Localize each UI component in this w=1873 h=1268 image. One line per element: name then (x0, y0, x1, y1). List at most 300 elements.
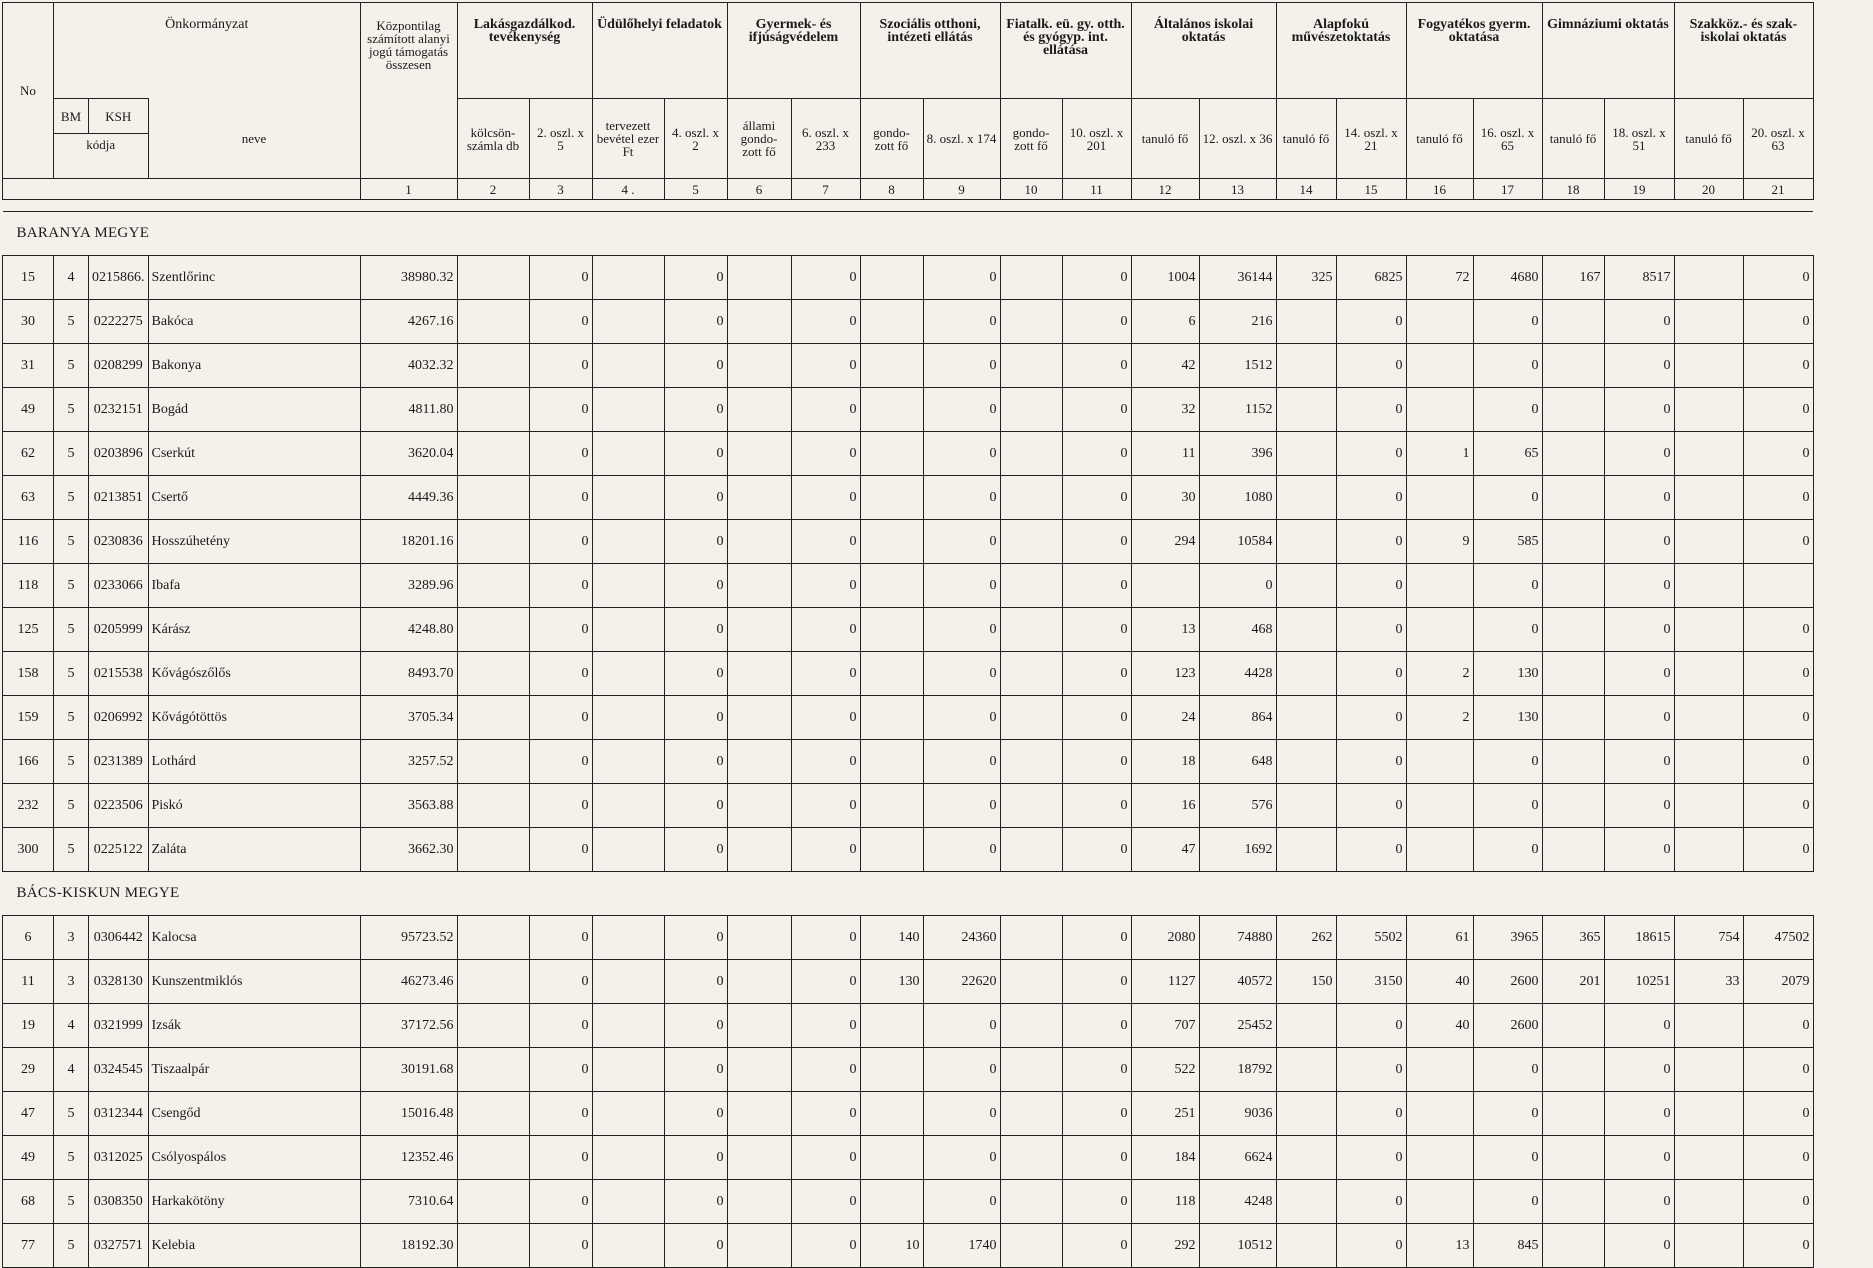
cell-value: 201 (1542, 960, 1604, 1004)
cell-value: 0 (664, 432, 727, 476)
cell-bm: 4 (54, 1048, 89, 1092)
cell-value: 0 (923, 520, 1000, 564)
cell-name: Bakonya (148, 344, 360, 388)
cell-no: 49 (3, 1136, 54, 1180)
cell-value (1542, 608, 1604, 652)
header-sub1: gondo- zott fő (860, 99, 923, 179)
cell-value (860, 476, 923, 520)
cell-name: Csengőd (148, 1092, 360, 1136)
cell-value (1000, 300, 1062, 344)
cell-value (457, 608, 529, 652)
cell-value: 0 (1604, 520, 1674, 564)
cell-ksh: 0232151 (89, 388, 149, 432)
cell-value (1674, 696, 1743, 740)
cell-value (592, 608, 664, 652)
cell-total: 3705.34 (360, 696, 457, 740)
cell-value: 0 (1743, 432, 1813, 476)
cell-value: 0 (664, 1180, 727, 1224)
cell-no: 6 (3, 916, 54, 960)
cell-value (727, 344, 791, 388)
cell-no: 158 (3, 652, 54, 696)
table-row (3, 828, 1814, 872)
header-sub2: 8. oszl. x 174 (923, 99, 1000, 179)
cell-value (592, 960, 664, 1004)
cell-no: 125 (3, 608, 54, 652)
cell-value: 0 (791, 1180, 860, 1224)
cell-value: 22620 (923, 960, 1000, 1004)
cell-value (592, 652, 664, 696)
cell-value: 3965 (1473, 916, 1542, 960)
cell-value: 0 (1743, 1092, 1813, 1136)
cell-value: 24 (1131, 696, 1199, 740)
cell-value: 0 (1604, 828, 1674, 872)
cell-value (1542, 1004, 1604, 1048)
cell-value: 4248 (1199, 1180, 1276, 1224)
cell-value: 1152 (1199, 388, 1276, 432)
header-group-title: Fiatalk. eü. gy. otth. és gyógyp. int. ellátása (1000, 3, 1131, 99)
cell-value: 72 (1406, 256, 1473, 300)
cell-value: 140 (860, 916, 923, 960)
cell-value: 0 (1336, 696, 1406, 740)
cell-no: 77 (3, 1224, 54, 1268)
cell-value: 0 (791, 916, 860, 960)
cell-name: Kunszentmiklós (148, 960, 360, 1004)
cell-value: 0 (1743, 1048, 1813, 1092)
cell-value: 576 (1199, 784, 1276, 828)
cell-value: 0 (1062, 1004, 1131, 1048)
cell-value (1276, 784, 1336, 828)
cell-value (1542, 1136, 1604, 1180)
cell-value (1674, 1048, 1743, 1092)
section-separator (3, 200, 1814, 212)
cell-value: 0 (1473, 1136, 1542, 1180)
cell-value: 0 (1604, 784, 1674, 828)
table-row (3, 432, 1814, 476)
cell-value (1542, 784, 1604, 828)
cell-value (727, 1092, 791, 1136)
cell-value: 0 (791, 652, 860, 696)
cell-value (1276, 828, 1336, 872)
cell-value: 0 (791, 476, 860, 520)
cell-value: 0 (923, 1092, 1000, 1136)
cell-value: 0 (1336, 828, 1406, 872)
cell-value: 0 (1062, 916, 1131, 960)
cell-value (1276, 1092, 1336, 1136)
cell-value: 0 (1336, 300, 1406, 344)
cell-value: 1004 (1131, 256, 1199, 300)
cell-ksh: 0324545 (89, 1048, 149, 1092)
cell-value (1406, 828, 1473, 872)
cell-value: 18792 (1199, 1048, 1276, 1092)
cell-total: 3620.04 (360, 432, 457, 476)
cell-value: 0 (1336, 652, 1406, 696)
header-kodja: kódja (54, 134, 149, 179)
column-number: 9 (923, 179, 1000, 200)
header-group-title: Szakköz.- és szak- iskolai oktatás (1674, 3, 1813, 99)
cell-value: 0 (1062, 432, 1131, 476)
cell-name: Kalocsa (148, 916, 360, 960)
cell-value: 0 (1336, 1180, 1406, 1224)
cell-no: 11 (3, 960, 54, 1004)
cell-value (457, 696, 529, 740)
column-number: 19 (1604, 179, 1674, 200)
column-number: 13 (1199, 179, 1276, 200)
cell-value (1674, 520, 1743, 564)
cell-value (1276, 432, 1336, 476)
cell-value (1406, 608, 1473, 652)
table-row (3, 740, 1814, 784)
cell-value: 0 (1473, 784, 1542, 828)
cell-value: 18 (1131, 740, 1199, 784)
cell-value: 13 (1406, 1224, 1473, 1268)
cell-value: 396 (1199, 432, 1276, 476)
cell-value: 0 (1743, 1004, 1813, 1048)
county-name: BÁCS-KISKUN MEGYE (3, 872, 1814, 916)
cell-value (727, 828, 791, 872)
cell-ksh: 0213851 (89, 476, 149, 520)
cell-value: 0 (1062, 520, 1131, 564)
cell-bm: 5 (54, 608, 89, 652)
column-number: 10 (1000, 179, 1062, 200)
cell-value (860, 608, 923, 652)
cell-value: 0 (1336, 432, 1406, 476)
cell-value (457, 784, 529, 828)
cell-value (1000, 784, 1062, 828)
header-sub1: tanuló fő (1406, 99, 1473, 179)
cell-value (592, 740, 664, 784)
cell-name: Kelebia (148, 1224, 360, 1268)
cell-value: 16 (1131, 784, 1199, 828)
cell-value (1542, 476, 1604, 520)
cell-value: 0 (1473, 1180, 1542, 1224)
cell-value (1542, 696, 1604, 740)
cell-value: 0 (664, 740, 727, 784)
cell-value (1406, 476, 1473, 520)
header-bm: BM (54, 99, 89, 134)
cell-value: 118 (1131, 1180, 1199, 1224)
cell-value: 0 (664, 388, 727, 432)
cell-value: 0 (923, 828, 1000, 872)
cell-value: 0 (1604, 696, 1674, 740)
cell-value (592, 916, 664, 960)
cell-ksh: 0233066 (89, 564, 149, 608)
cell-value (1542, 388, 1604, 432)
cell-ksh: 0208299 (89, 344, 149, 388)
cell-value: 0 (664, 520, 727, 564)
cell-value (1743, 564, 1813, 608)
cell-bm: 5 (54, 696, 89, 740)
table-row (3, 388, 1814, 432)
cell-value (457, 1136, 529, 1180)
cell-value (1542, 564, 1604, 608)
header-sub1: tervezett bevétel ezer Ft (592, 99, 664, 179)
cell-value: 0 (791, 960, 860, 1004)
cell-value: 47502 (1743, 916, 1813, 960)
cell-value (592, 564, 664, 608)
cell-value: 845 (1473, 1224, 1542, 1268)
cell-value: 4680 (1473, 256, 1542, 300)
cell-no: 47 (3, 1092, 54, 1136)
cell-value: 0 (664, 300, 727, 344)
cell-no: 300 (3, 828, 54, 872)
header-group-title: Lakásgazdálkod. tevékenység (457, 3, 592, 99)
cell-ksh: 0225122 (89, 828, 149, 872)
cell-ksh: 0312025 (89, 1136, 149, 1180)
cell-value (727, 1136, 791, 1180)
column-number: 5 (664, 179, 727, 200)
cell-total: 12352.46 (360, 1136, 457, 1180)
cell-bm: 5 (54, 1092, 89, 1136)
header-group-title: Szociális otthoni, intézeti ellátás (860, 3, 1000, 99)
cell-value: 1127 (1131, 960, 1199, 1004)
cell-total: 18201.16 (360, 520, 457, 564)
cell-value (860, 564, 923, 608)
cell-value: 0 (529, 476, 592, 520)
cell-value: 0 (923, 300, 1000, 344)
cell-value (457, 476, 529, 520)
cell-value (1542, 828, 1604, 872)
cell-value: 42 (1131, 344, 1199, 388)
cell-value (1674, 608, 1743, 652)
cell-ksh: 0327571 (89, 1224, 149, 1268)
cell-value (1276, 1136, 1336, 1180)
cell-bm: 5 (54, 1180, 89, 1224)
cell-value: 0 (1743, 388, 1813, 432)
cell-value: 9 (1406, 520, 1473, 564)
cell-total: 3563.88 (360, 784, 457, 828)
header-sub2: 14. oszl. x 21 (1336, 99, 1406, 179)
cell-value: 0 (1336, 784, 1406, 828)
cell-value: 0 (529, 740, 592, 784)
cell-value: 0 (1473, 828, 1542, 872)
cell-bm: 4 (54, 1004, 89, 1048)
column-number: 16 (1406, 179, 1473, 200)
cell-value: 0 (1473, 300, 1542, 344)
cell-value (457, 916, 529, 960)
cell-value (860, 1136, 923, 1180)
cell-value (1000, 652, 1062, 696)
cell-value: 2 (1406, 696, 1473, 740)
cell-value: 0 (791, 1048, 860, 1092)
cell-value: 18615 (1604, 916, 1674, 960)
cell-value (1000, 608, 1062, 652)
table-row (3, 1180, 1814, 1224)
cell-value (1000, 256, 1062, 300)
cell-value: 0 (1743, 696, 1813, 740)
table-row (3, 652, 1814, 696)
cell-ksh: 0205999 (89, 608, 149, 652)
cell-value (457, 388, 529, 432)
cell-value: 184 (1131, 1136, 1199, 1180)
cell-value: 2600 (1473, 1004, 1542, 1048)
cell-bm: 5 (54, 300, 89, 344)
cell-no: 166 (3, 740, 54, 784)
cell-value: 468 (1199, 608, 1276, 652)
cell-total: 37172.56 (360, 1004, 457, 1048)
county-name: BARANYA MEGYE (3, 212, 1814, 256)
cell-value: 0 (791, 300, 860, 344)
cell-value: 5502 (1336, 916, 1406, 960)
cell-value: 10584 (1199, 520, 1276, 564)
header-group-title: Alapfokú művészetoktatás (1276, 3, 1406, 99)
cell-ksh: 0203896 (89, 432, 149, 476)
cell-name: Kárász (148, 608, 360, 652)
cell-bm: 5 (54, 476, 89, 520)
cell-ksh: 0230836 (89, 520, 149, 564)
cell-value (1674, 1092, 1743, 1136)
cell-value: 251 (1131, 1092, 1199, 1136)
column-number: 4 . (592, 179, 664, 200)
cell-value: 292 (1131, 1224, 1199, 1268)
cell-value: 0 (1743, 344, 1813, 388)
cell-value: 0 (923, 564, 1000, 608)
cell-ksh: 0206992 (89, 696, 149, 740)
cell-value: 0 (529, 916, 592, 960)
cell-value: 0 (1473, 564, 1542, 608)
cell-value: 0 (664, 344, 727, 388)
cell-value (860, 740, 923, 784)
cell-value (1674, 300, 1743, 344)
cell-value (1542, 1224, 1604, 1268)
cell-value: 0 (923, 256, 1000, 300)
cell-value: 0 (1604, 608, 1674, 652)
cell-name: Bogád (148, 388, 360, 432)
cell-value: 0 (664, 1048, 727, 1092)
cell-value: 0 (1604, 564, 1674, 608)
cell-name: Kővágótöttös (148, 696, 360, 740)
cell-value (1000, 1136, 1062, 1180)
cell-value: 0 (1604, 344, 1674, 388)
cell-value (457, 344, 529, 388)
column-number: 15 (1336, 179, 1406, 200)
cell-value: 0 (1336, 740, 1406, 784)
header-sub2: 10. oszl. x 201 (1062, 99, 1131, 179)
cell-value: 0 (923, 476, 1000, 520)
cell-no: 63 (3, 476, 54, 520)
cell-value: 0 (529, 300, 592, 344)
cell-bm: 5 (54, 784, 89, 828)
table-row (3, 476, 1814, 520)
cell-value (1000, 740, 1062, 784)
cell-total: 4811.80 (360, 388, 457, 432)
cell-value: 0 (664, 652, 727, 696)
cell-value: 0 (1604, 1180, 1674, 1224)
cell-no: 159 (3, 696, 54, 740)
cell-value: 123 (1131, 652, 1199, 696)
cell-total: 4248.80 (360, 608, 457, 652)
cell-value: 0 (791, 1136, 860, 1180)
cell-name: Piskó (148, 784, 360, 828)
cell-value: 585 (1473, 520, 1542, 564)
cell-total: 38980.32 (360, 256, 457, 300)
cell-value: 0 (1062, 1048, 1131, 1092)
column-number: 14 (1276, 179, 1336, 200)
cell-total: 46273.46 (360, 960, 457, 1004)
cell-value: 130 (860, 960, 923, 1004)
cell-value: 0 (529, 1136, 592, 1180)
cell-value: 0 (1604, 1224, 1674, 1268)
header-group-title: Üdülőhelyi feladatok (592, 3, 727, 99)
table-row (3, 300, 1814, 344)
header-group-title: Gyermek- és ifjúságvédelem (727, 3, 860, 99)
cell-value (1406, 1136, 1473, 1180)
cell-value: 0 (1604, 300, 1674, 344)
cell-value (1276, 388, 1336, 432)
table-row (3, 1092, 1814, 1136)
cell-value: 0 (1743, 740, 1813, 784)
cell-value (1000, 520, 1062, 564)
header-sub2: 6. oszl. x 233 (791, 99, 860, 179)
cell-value (1000, 388, 1062, 432)
cell-value: 0 (1062, 1180, 1131, 1224)
cell-value (1674, 344, 1743, 388)
header-sub2: 4. oszl. x 2 (664, 99, 727, 179)
cell-value (592, 256, 664, 300)
cell-value: 0 (923, 432, 1000, 476)
cell-no: 49 (3, 388, 54, 432)
cell-value (1406, 564, 1473, 608)
cell-value (1276, 740, 1336, 784)
cell-value (457, 652, 529, 696)
cell-value: 0 (1336, 520, 1406, 564)
cell-value (860, 1048, 923, 1092)
cell-value (727, 388, 791, 432)
cell-value (1000, 960, 1062, 1004)
cell-ksh: 0321999 (89, 1004, 149, 1048)
cell-value (1276, 696, 1336, 740)
cell-value (457, 1224, 529, 1268)
cell-value: 0 (1336, 1224, 1406, 1268)
column-number: 20 (1674, 179, 1743, 200)
cell-value: 1080 (1199, 476, 1276, 520)
cell-value (860, 828, 923, 872)
cell-value: 0 (529, 784, 592, 828)
cell-value (727, 256, 791, 300)
cell-value (457, 520, 529, 564)
cell-value: 0 (1473, 1048, 1542, 1092)
cell-value (1406, 300, 1473, 344)
cell-value: 0 (529, 608, 592, 652)
cell-name: Tiszaalpár (148, 1048, 360, 1092)
table-row (3, 608, 1814, 652)
cell-no: 116 (3, 520, 54, 564)
cell-value: 2079 (1743, 960, 1813, 1004)
cell-ksh: 0215538 (89, 652, 149, 696)
header-sub2: 12. oszl. x 36 (1199, 99, 1276, 179)
cell-value: 0 (1473, 476, 1542, 520)
cell-value: 2080 (1131, 916, 1199, 960)
cell-value: 40 (1406, 960, 1473, 1004)
cell-value (592, 300, 664, 344)
cell-value (1406, 784, 1473, 828)
cell-total: 15016.48 (360, 1092, 457, 1136)
cell-total: 95723.52 (360, 916, 457, 960)
cell-value: 0 (1743, 784, 1813, 828)
cell-value (1674, 784, 1743, 828)
cell-value: 0 (1336, 344, 1406, 388)
cell-name: Ibafa (148, 564, 360, 608)
cell-value: 0 (791, 432, 860, 476)
table-row (3, 1048, 1814, 1092)
county-heading-row (3, 872, 1814, 916)
cell-value: 6 (1131, 300, 1199, 344)
header-group-title: Fogyatékos gyerm. oktatása (1406, 3, 1542, 99)
header-sub1: tanuló fő (1542, 99, 1604, 179)
cell-bm: 5 (54, 740, 89, 784)
cell-name: Zaláta (148, 828, 360, 872)
cell-value: 0 (923, 696, 1000, 740)
cell-value (1674, 1004, 1743, 1048)
